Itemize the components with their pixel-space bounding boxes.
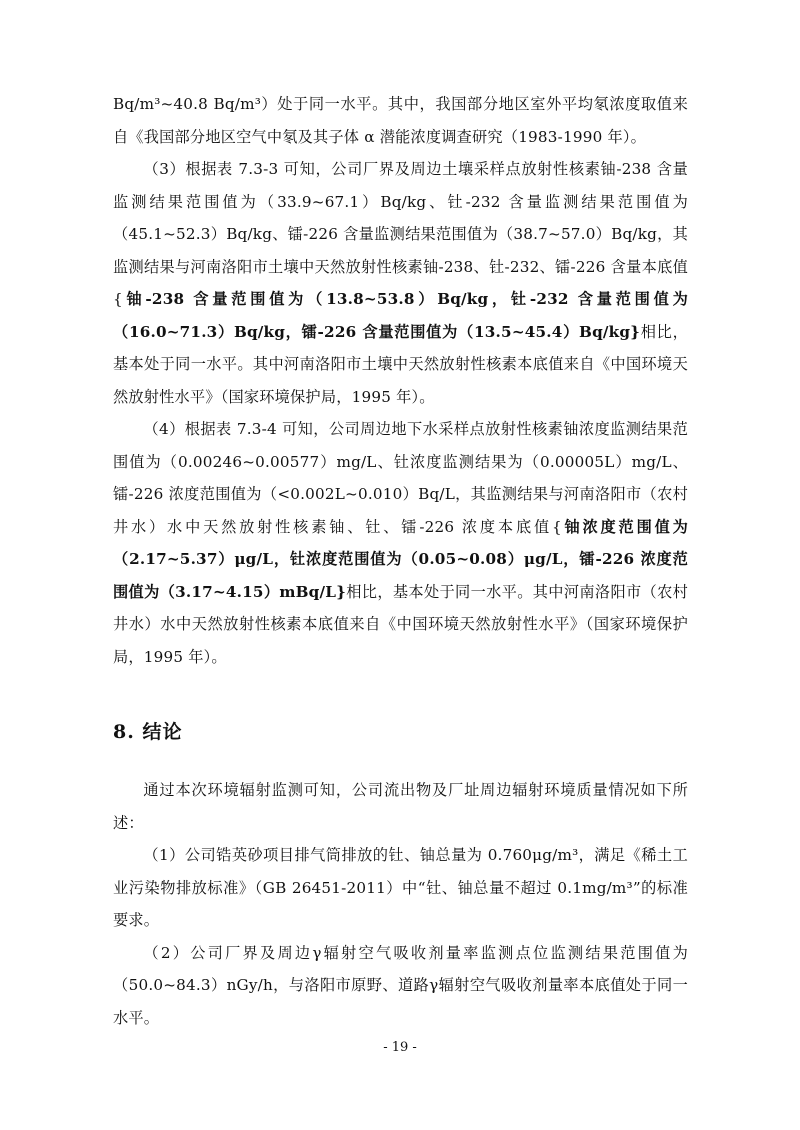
paragraph-item-4: [113, 413, 688, 673]
paragraph-item-3-text-bold: 铀-238 含量范围值为（13.8~53.8）Bq/kg，钍-232 含量范围值为（16.0~71.3）Bq/kg，镭-226 含量范围值为（13.5~45.4）Bq/kg}: [113, 290, 688, 341]
paragraph-conclusion-2: （2）公司厂界及周边γ辐射空气吸收剂量率监测点位监测结果范围值为（50.0~84.3）nGy/h，与洛阳市原野、道路γ辐射空气吸收剂量率本底值处于同一水平。: [113, 943, 688, 1027]
page-content: [113, 88, 688, 1034]
paragraph-item-3-text-a: （3）根据表 7.3-3 可知，公司厂界及周边土壤采样点放射性核素铀-238 含量监测结果范围值为（33.9~67.1）Bq/kg、钍-232 含量监测结果范围值为（45.1~52.3）Bq/kg、镭-226 含量监测结果范围值为（38.7~57.0）Bq/kg，其监测结果与河南洛阳市土壤中天然放射性核素铀-238、钍-232、镭-226 含量本底值{: [113, 160, 688, 308]
heading-spacer: [113, 744, 688, 774]
section-heading-conclusion: 8. 结论: [113, 721, 183, 743]
paragraph-item-4-text-bold: 铀浓度范围值为（2.17~5.37）μg/L，钍浓度范围值为（0.05~0.08）μg/L，镭-226 浓度范围值为（3.17~4.15）mBq/L}: [113, 517, 688, 601]
paragraph-continued: Bq/m³~40.8 Bq/m³）处于同一水平。其中，我国部分地区室外平均氡浓度取值来自《我国部分地区空气中氡及其子体 α 潜能浓度调查研究（1983-1990 年）。: [113, 95, 688, 146]
paragraph-conclusion-1: （1）公司锆英砂项目排气筒排放的钍、铀总量为 0.760μg/m³，满足《稀土工业污染物排放标准》（GB 26451-2011）中“钍、铀总量不超过 0.1mg/m³”的标准要求。: [113, 846, 688, 929]
section-spacer: [113, 673, 688, 717]
paragraph-item-4-text-a: （4）根据表 7.3-4 可知，公司周边地下水采样点放射性核素铀浓度监测结果范围值为（0.00246~0.00577）mg/L、钍浓度监测结果为（0.00005L）mg/L、镭-226 浓度范围值为（<0.002L~0.010）Bq/L，其监测结果与河南洛阳市（农村井水）水中天然放射性核素铀、钍、镭-226 浓度本底值{: [113, 420, 688, 536]
paragraph-item-3-text-b: 相比，基本处于同一水平。其中河南洛阳市土壤中天然放射性核素本底值来自《中国环境天然放射性水平》（国家环境保护局，1995 年）。: [113, 322, 688, 406]
paragraph-conclusion-intro: 通过本次环境辐射监测可知，公司流出物及厂址周边辐射环境质量情况如下所述：: [113, 781, 688, 832]
paragraph-item-3: [113, 153, 688, 413]
paragraph-item-4-text-b: 相比，基本处于同一水平。其中河南洛阳市（农村井水）水中天然放射性核素本底值来自《中国环境天然放射性水平》（国家环境保护局，1995 年）。: [113, 582, 688, 666]
page-number-footer: - 19 -: [383, 1040, 417, 1055]
